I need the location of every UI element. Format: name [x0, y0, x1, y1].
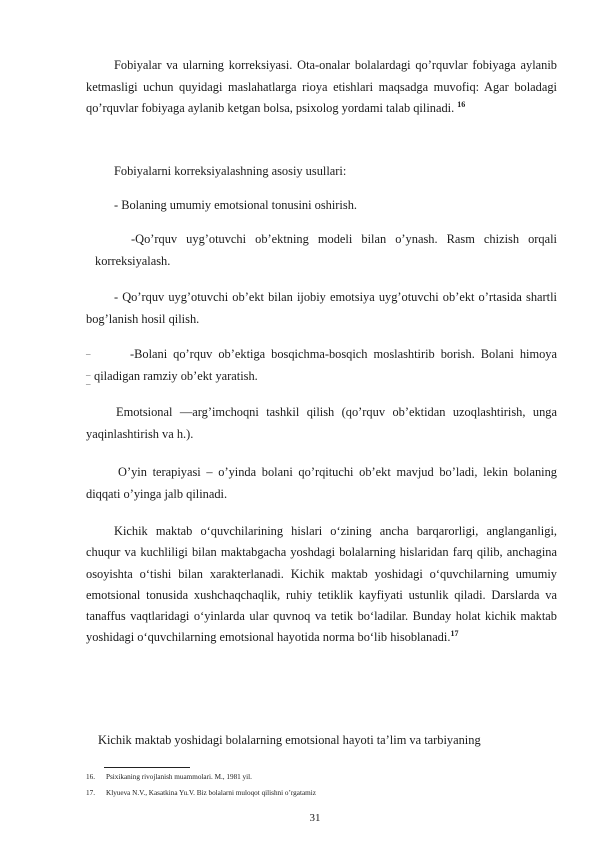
paragraph-methods-heading: Fobiyalarni korreksiyalashning asosiy usullari: [114, 164, 347, 178]
paragraph-phobia-correction: Fobiyalar va ularning korreksiyasi. Ota-onalar bolalardagi qo’rquvlar fobiyaga aylanib ketmasligi uchun quyidagi maslahatlarga rioya etishlari maqsadga muvofiq: Agar boladagi qo’rquvlar fobiyaga aylanib ketgan bolsa, psixolog yordami talab qilinadi. $^{16}$ [86, 58, 557, 115]
footnote-17: 17. Klyueva N.V., Kasatkina Yu.V. Biz bolalarni muloqot qilishni o’rgatamiz [86, 789, 316, 797]
margin-dash-mark: – [86, 370, 91, 380]
page-number: 31 [309, 812, 321, 824]
paragraph-play-therapy: O’yin terapiyasi – o’yinda bolani qo’rqituchi ob’ekt mavjud bo’ladi, lekin bolaning diqqati o’yinga jalb qilinadi. [86, 465, 557, 501]
paragraph-method-3: - Qo’rquv uyg’otuvchi ob’ekt bilan ijobiy emotsiya uyg’otuvchi ob’ekt o’rtasida shartli bog’lanish hosil qilish. [86, 290, 557, 326]
paragraph-continuation: Kichik maktab yoshidagi bolalarning emotsional hayoti ta’lim va tarbiyaning [98, 733, 481, 747]
paragraph-schoolchildren-emotions: Kichik maktab o‘quvchilarining hislari o‘zining ancha barqarorligi, anglanganligi, chuqur va kuchliligi bilan maktabgacha yoshdagi bolalarning hislaridan farq qilib, anchagina osoyishta o‘tishi bilan xarakterlanadi. Kichik maktab yoshidagi o‘quvchilarning umumiy emotsional tonusida xushchaqchaqlik, ruhiy tetiklik kayfiyati ustunlik qiladi. Darslarda va tanaffus vaqtlaridagi o‘yinlarda ular quvnoq va tetik bo‘ladilar. Bunday holat kichik maktab yoshidagi o‘quvchilarning emotsional hayotida norma bo‘lib hisoblanadi.$^{17}$ [86, 524, 557, 645]
footnote-separator [104, 767, 190, 768]
margin-dash-mark: – [86, 349, 91, 359]
paragraph-method-4: -Bolani qo’rquv ob’ektiga bosqichma-bosqich moslashtirib borish. Bolani himoya qiladigan ramziy ob’ekt yaratish. [94, 347, 557, 383]
margin-dash-mark: – [86, 379, 91, 389]
paragraph-method-5: Emotsional —arg’imchoqni tashkil qilish (qo’rquv ob’ektidan uzoqlashtirish, unga yaqinlashtirish va h.). [86, 405, 557, 441]
paragraph-method-1: - Bolaning umumiy emotsional tonusini oshirish. [114, 198, 357, 212]
footnote-ref-17: 17 [450, 629, 459, 639]
paragraph-method-2: -Qo’rquv uyg’otuvchi ob’ektning modeli bilan o’ynash. Rasm chizish orqali korreksiyalash. [95, 232, 557, 268]
footnote-16: 16. Psixikaning rivojlanish muammolari. M., 1981 yil. [86, 773, 252, 781]
footnote-ref-16: 16 [457, 99, 466, 109]
